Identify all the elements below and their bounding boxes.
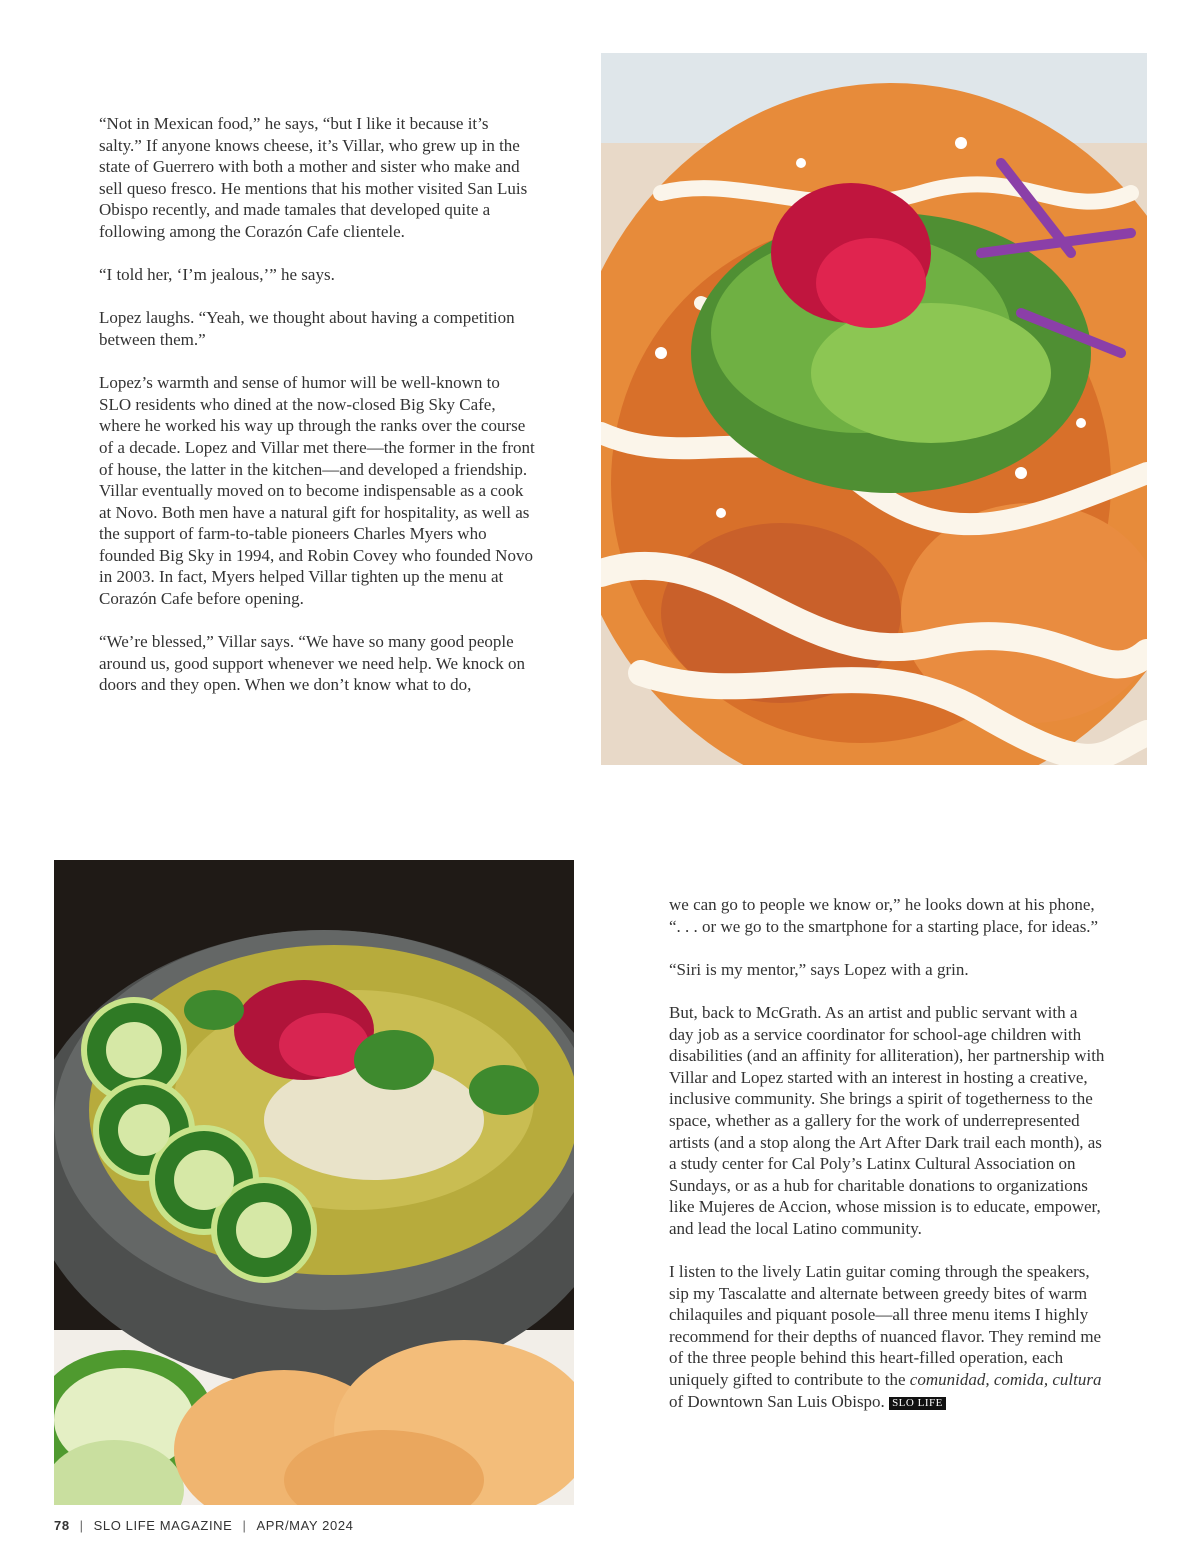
paragraph-text: I listen to the lively Latin guitar coming through the speakers, sip my Tascalatte and alternate between greedy bites of warm chilaquiles and piquant posole—all three menu items I highly recommend for their depths of nuanced flavor. They remind me of the three people behind this heart-filled operation, each uniquely gifted to contribute to the <box>669 1262 1102 1390</box>
footer-separator: | <box>79 1518 84 1533</box>
page-footer <box>54 1518 353 1533</box>
paragraph: Lopez’s warmth and sense of humor will be well-known to SLO residents who dined at the now-closed Big Sky Cafe, where he worked his way up through the ranks over the course of a decade. Lopez and Villar met there—the former in the front of house, the latter in the kitchen—and developed a friendship. Villar eventually moved on to become indispensable as a cook at Novo. Both men have a natural gift for hospitality, as well as the support of farm-to-table pioneers Charles Myers who founded Big Sky in 1994, and Robin Covey who founded Novo in 2003. In fact, Myers helped Villar tighten up the menu at Corazón Cafe before opening. <box>99 373 535 609</box>
paragraph: “I told her, ‘I’m jealous,’” he says. <box>99 265 335 285</box>
paragraph: “We’re blessed,” Villar says. “We have so many good people around us, good support whenever we need help. We knock on doors and they open. When we don’t know what to do, <box>99 632 526 695</box>
chilaquiles-photo <box>601 53 1147 765</box>
paragraph: Lopez laughs. “Yeah, we thought about having a competition between them.” <box>99 308 515 349</box>
footer-separator: | <box>242 1518 247 1533</box>
slo-life-end-mark: SLO LIFE <box>889 1397 946 1410</box>
article-column-top <box>99 113 535 718</box>
paragraph-text: of Downtown San Luis Obispo. <box>669 1391 890 1411</box>
paragraph: “Siri is my mentor,” says Lopez with a grin. <box>669 959 969 979</box>
posole-photo <box>54 860 574 1505</box>
magazine-name: SLO LIFE MAGAZINE <box>93 1518 233 1533</box>
paragraph: we can go to people we know or,” he looks down at his phone, “. . . or we go to the smartphone for a starting place, for ideas.” <box>669 895 1099 936</box>
article-column-bottom <box>669 894 1105 1434</box>
paragraph: But, back to McGrath. As an artist and public servant with a day job as a service coordinator for school-age children with disabilities (and an affinity for alliteration), her partnership with Villar and Lopez started with an interest in hosting a creative, inclusive community. She brings a spirit of togetherness to the space, whether as a gallery for the work of underrepresented artists (and a stop along the Art After Dark trail each month), as a study center for Cal Poly’s Latinx Cultural Association on Sundays, or as a hub for charitable donations to organizations like Mujeres de Accion, whose mission is to educate, empower, and lead the local Latino community. <box>669 1002 1105 1238</box>
issue-date: APR/MAY 2024 <box>256 1518 354 1533</box>
chilaquiles-illustration <box>601 53 1147 765</box>
page-number: 78 <box>54 1518 70 1533</box>
posole-illustration <box>54 860 574 1505</box>
italic-phrase: comunidad, comida, cultura <box>909 1370 1102 1390</box>
paragraph: “Not in Mexican food,” he says, “but I like it because it’s salty.” If anyone knows cheese, it’s Villar, who grew up in the state of Guerrero with both a mother and sister who make and sell queso fresco. He mentions that his mother visited San Luis Obispo recently, and made tamales that developed quite a following among the Corazón Cafe clientele. <box>99 114 528 241</box>
closing-paragraph <box>669 1261 1105 1412</box>
